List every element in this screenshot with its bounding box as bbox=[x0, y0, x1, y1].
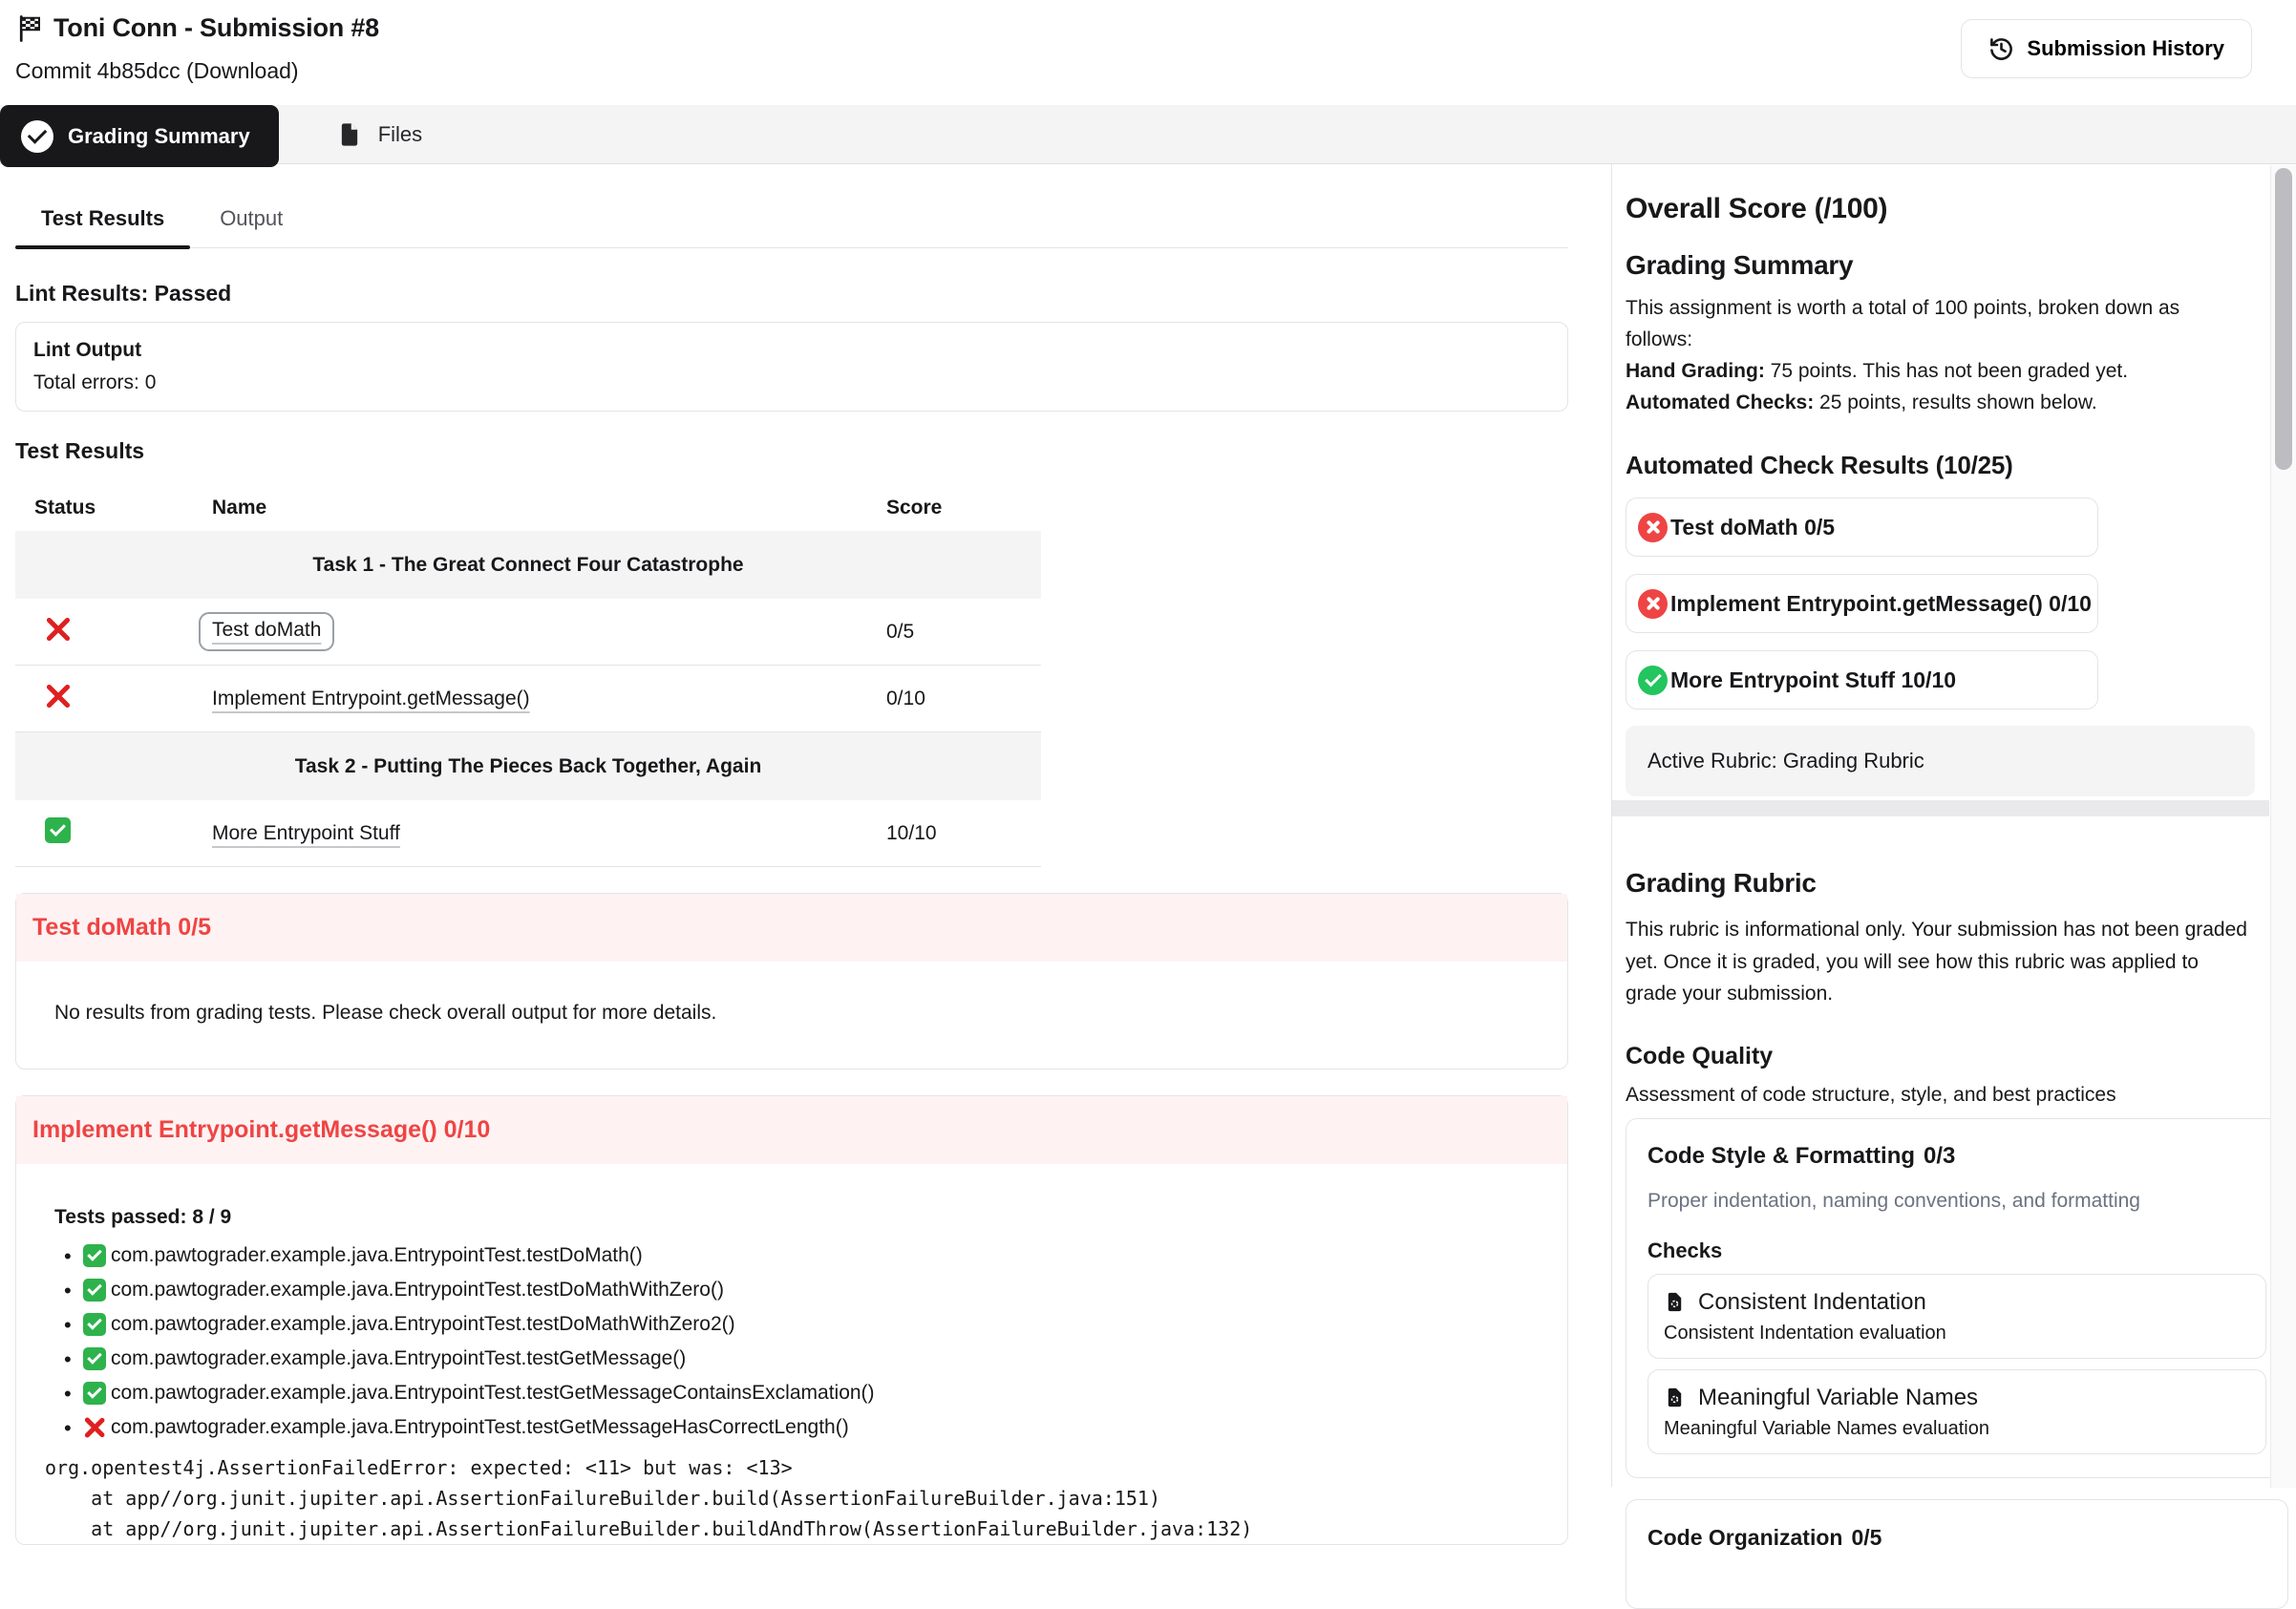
pass-icon bbox=[83, 1244, 106, 1267]
code-quality-subtitle: Assessment of code structure, style, and best practices bbox=[1626, 1083, 2116, 1106]
check-result-item[interactable]: Implement Entrypoint.getMessage() 0/10 bbox=[1626, 574, 2098, 633]
summary-intro: This assignment is worth a total of 100 points, broken down as follows: bbox=[1626, 297, 2180, 350]
pass-icon bbox=[83, 1313, 106, 1336]
test-list-item: • com.pawtograder.example.java.EntrypointTest.testGetMessageHasCorrectLength() bbox=[54, 1416, 1529, 1439]
test-name-link[interactable]: Implement Entrypoint.getMessage() bbox=[212, 687, 530, 709]
checks-label: Checks bbox=[1648, 1238, 1723, 1262]
tab-test-results[interactable]: Test Results bbox=[15, 201, 190, 247]
file-icon bbox=[336, 121, 363, 148]
automated-checks-line: Automated Checks: 25 points, results shown below. bbox=[1626, 392, 2097, 413]
col-score: Score bbox=[886, 497, 943, 519]
checkered-flag-icon bbox=[15, 14, 44, 43]
code-organization-card bbox=[1626, 1499, 2288, 1609]
lint-results-heading: Lint Results: Passed bbox=[15, 281, 232, 306]
score-cell: 0/5 bbox=[886, 620, 915, 643]
card-score: 0/5 bbox=[1851, 1524, 1882, 1550]
code-quality-heading: Code Quality bbox=[1626, 1042, 1774, 1069]
tab-grading-summary[interactable]: Grading Summary bbox=[0, 105, 279, 167]
pass-icon bbox=[83, 1279, 106, 1302]
fail-circle-icon bbox=[1638, 589, 1668, 619]
check-card bbox=[1648, 1274, 2266, 1359]
col-name: Name bbox=[212, 497, 267, 519]
stack-trace: org.opentest4j.AssertionFailedError: expected: <11> but was: <13> at app//org.junit.jupiter.api.AssertionFailureBuilder.build(AssertionFailureBuilder.java:151) at app//org.junit.jupiter.api.AssertionFailureBuilder.buildAndThrow(AssertionFailureBuilder.java:132) bbox=[45, 1456, 1253, 1540]
page-title: Toni Conn - Submission #8 bbox=[53, 13, 380, 42]
test-list bbox=[54, 1244, 1529, 1439]
lint-total-errors: Total errors: 0 bbox=[33, 371, 157, 393]
focus-ring bbox=[199, 612, 334, 651]
grading-summary-heading: Grading Summary bbox=[1626, 250, 1854, 280]
commit-label: Commit 4b85dcc bbox=[15, 58, 181, 83]
summary-text bbox=[1626, 292, 2251, 418]
pass-circle-icon bbox=[1638, 666, 1668, 695]
check-card-title: Meaningful Variable Names bbox=[1698, 1384, 1979, 1410]
card-heading: Code Organization 0/5 bbox=[1648, 1524, 1882, 1550]
app-header bbox=[0, 0, 2296, 105]
results-subtabs bbox=[15, 201, 1568, 248]
file-code-icon bbox=[1664, 1291, 1686, 1313]
test-list-item: • com.pawtograder.example.java.EntrypointTest.testGetMessageContainsExclamation() bbox=[54, 1382, 1529, 1405]
test-detail-card bbox=[15, 893, 1568, 1069]
primary-tabstrip bbox=[0, 105, 2296, 164]
test-name-link[interactable]: Test doMath bbox=[212, 619, 322, 641]
test-list-item: • com.pawtograder.example.java.EntrypointTest.testDoMathWithZero() bbox=[54, 1279, 1529, 1302]
card-title: Test doMath 0/5 bbox=[16, 894, 1567, 962]
tab-files[interactable]: Files bbox=[319, 105, 439, 164]
hand-grading-line: Hand Grading: 75 points. This has not been graded yet. bbox=[1626, 360, 2129, 382]
rubric-description: This rubric is informational only. Your submission has not been graded yet. Once it is graded, you will see how this rubric was applied to grade your submission. bbox=[1626, 919, 2247, 1005]
download-link[interactable]: (Download) bbox=[185, 58, 299, 83]
table-row bbox=[15, 800, 1041, 867]
fail-circle-icon bbox=[1638, 513, 1668, 542]
card-subtitle: Proper indentation, naming conventions, and formatting bbox=[1648, 1189, 2140, 1212]
style-formatting-card bbox=[1626, 1118, 2288, 1478]
tests-passed-count: Tests passed: 8 / 9 bbox=[54, 1206, 232, 1228]
pass-icon bbox=[83, 1347, 106, 1370]
check-card bbox=[1648, 1369, 2266, 1454]
score-cell: 10/10 bbox=[886, 821, 937, 844]
test-list-item: • com.pawtograder.example.java.EntrypointTest.testGetMessage() bbox=[54, 1347, 1529, 1370]
file-code-icon bbox=[1664, 1387, 1686, 1408]
lint-output-box bbox=[15, 322, 1568, 412]
task-group-row: Task 2 - Putting The Pieces Back Together, Again bbox=[15, 732, 1041, 800]
history-icon bbox=[1988, 36, 2014, 62]
overall-score-heading: Overall Score (/100) bbox=[1626, 193, 1888, 224]
check-result-item[interactable]: Test doMath 0/5 bbox=[1626, 498, 2098, 557]
task-group-row: Task 1 - The Great Connect Four Catastrophe bbox=[15, 531, 1041, 599]
score-cell: 0/10 bbox=[886, 687, 925, 709]
col-status: Status bbox=[34, 497, 96, 519]
grading-rubric-heading: Grading Rubric bbox=[1626, 868, 1817, 898]
results-table bbox=[15, 485, 1041, 867]
scrollbar-thumb[interactable] bbox=[2275, 168, 2292, 470]
active-rubric-box: Active Rubric: Grading Rubric bbox=[1626, 726, 2255, 796]
test-results-heading: Test Results bbox=[15, 438, 145, 463]
check-card-subtitle: Consistent Indentation evaluation bbox=[1664, 1322, 1946, 1344]
check-card-subtitle: Meaningful Variable Names evaluation bbox=[1664, 1417, 1989, 1439]
test-list-item: • com.pawtograder.example.java.EntrypointTest.testDoMathWithZero2() bbox=[54, 1313, 1529, 1336]
submission-history-button[interactable]: Submission History bbox=[1961, 19, 2252, 78]
test-detail-card bbox=[15, 1095, 1568, 1545]
score-sidebar bbox=[1612, 164, 2296, 1550]
check-results-heading: Automated Check Results (10/25) bbox=[1626, 451, 2013, 479]
test-name-link[interactable]: More Entrypoint Stuff bbox=[212, 821, 400, 844]
check-card-title: Consistent Indentation bbox=[1698, 1288, 1926, 1315]
grading-summary-panel bbox=[0, 164, 1612, 1540]
tab-output[interactable]: Output bbox=[220, 206, 284, 230]
check-result-item[interactable]: More Entrypoint Stuff 10/10 bbox=[1626, 650, 2098, 709]
card-title: Implement Entrypoint.getMessage() 0/10 bbox=[16, 1096, 1567, 1164]
card-heading: Code Style & Formatting 0/3 bbox=[1648, 1142, 1956, 1169]
table-row bbox=[15, 599, 1041, 666]
lint-output-label: Lint Output bbox=[33, 339, 142, 361]
pass-icon bbox=[45, 817, 71, 843]
pass-icon bbox=[83, 1382, 106, 1405]
card-body-text: No results from grading tests. Please check overall output for more details. bbox=[54, 1002, 717, 1024]
sidebar-scrollbar[interactable] bbox=[2270, 165, 2296, 1488]
check-circle-icon bbox=[21, 120, 53, 153]
card-score: 0/3 bbox=[1924, 1142, 1956, 1169]
test-list-item: • com.pawtograder.example.java.EntrypointTest.testDoMath() bbox=[54, 1244, 1529, 1267]
fail-icon bbox=[45, 683, 72, 709]
fail-icon bbox=[83, 1416, 106, 1439]
fail-icon bbox=[45, 616, 72, 643]
rubric-tabs-strip bbox=[1612, 800, 2269, 816]
table-row bbox=[15, 666, 1041, 732]
table-header-row bbox=[15, 485, 1041, 531]
